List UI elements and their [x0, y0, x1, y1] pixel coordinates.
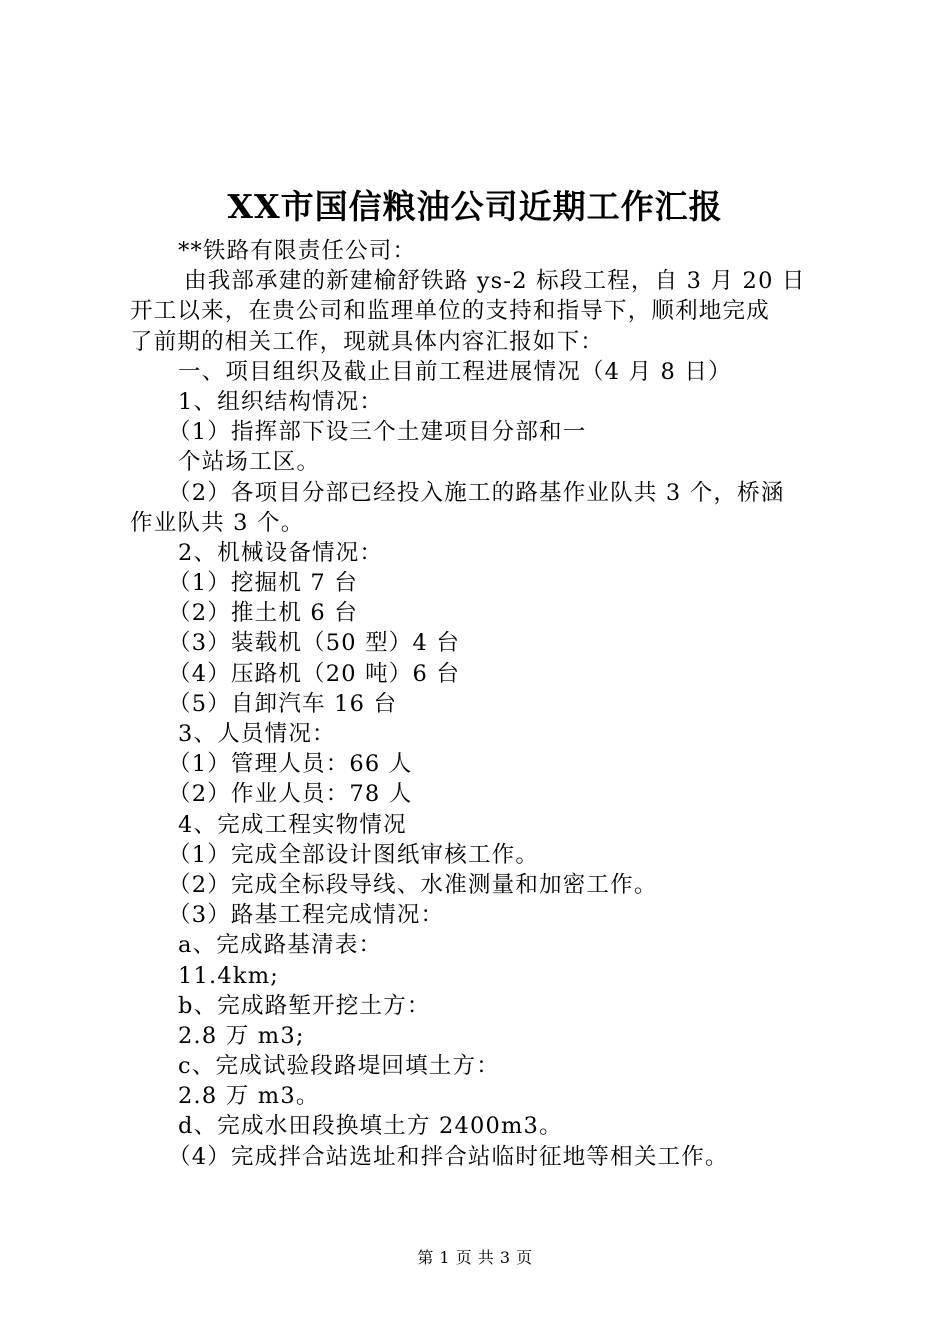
list-item: （2）推土机 6 台 [168, 600, 358, 627]
list-item: a、完成路基清表： [178, 932, 383, 959]
list-item-continuation: 个站场工区。 [178, 449, 321, 476]
list-item: b、完成路堑开挖土方： [178, 992, 431, 1019]
subsection-heading: 1、组织结构情况： [178, 388, 384, 415]
list-item-continuation: 作业队共 3 个。 [130, 509, 305, 536]
list-item: （4）压路机（20 吨）6 台 [168, 660, 461, 687]
list-item: （1）完成全部设计图纸审核工作。 [168, 841, 540, 868]
list-item: （2）完成全标段导线、水准测量和加密工作。 [168, 871, 658, 898]
list-item: c、完成试验段路堤回填土方： [178, 1053, 500, 1080]
section-heading: 一、项目组织及截止目前工程进展情况（4 月 8 日） [178, 358, 732, 385]
list-item: 2.8 万 m3; [178, 1022, 305, 1049]
subsection-heading: 2、机械设备情况： [178, 539, 384, 566]
list-item: （4）完成拌合站选址和拌合站临时征地等相关工作。 [168, 1143, 729, 1170]
list-item: 2.8 万 m3。 [178, 1083, 320, 1110]
list-item: （1）挖掘机 7 台 [168, 570, 358, 597]
list-item: （2）作业人员：78 人 [168, 781, 413, 808]
list-item: （1）管理人员：66 人 [168, 751, 413, 778]
list-item: d、完成水田段换填土方 2400m3。 [178, 1113, 563, 1140]
salutation: **铁路有限责任公司： [178, 238, 417, 264]
page-footer: 第 1 页 共 3 页 [417, 1248, 533, 1267]
document-title: XX市国信粮油公司近期工作汇报 [227, 187, 723, 226]
list-item: （3）装载机（50 型）4 台 [168, 630, 461, 657]
intro-paragraph-line: 由我部承建的新建榆舒铁路 ys-2 标段工程，自 3 月 20 日 [184, 268, 806, 295]
intro-paragraph-line: 了前期的相关工作，现就具体内容汇报如下： [130, 328, 605, 355]
document-body [130, 236, 830, 1172]
subsection-heading: 3、人员情况： [178, 721, 336, 747]
list-item: （5）自卸汽车 16 台 [168, 690, 398, 717]
list-item: （1）指挥部下设三个土建项目分部和一 [168, 419, 587, 446]
list-item: 11.4km; [178, 962, 280, 989]
list-item: （2）各项目分部已经投入施工的路基作业队共 3 个，桥涵 [168, 479, 785, 506]
subsection-heading: 4、完成工程实物情况 [178, 811, 407, 838]
intro-paragraph-line: 开工以来，在贵公司和监理单位的支持和指导下，顺利地完成 [130, 298, 770, 325]
list-item: （3）路基工程完成情况： [168, 902, 445, 929]
